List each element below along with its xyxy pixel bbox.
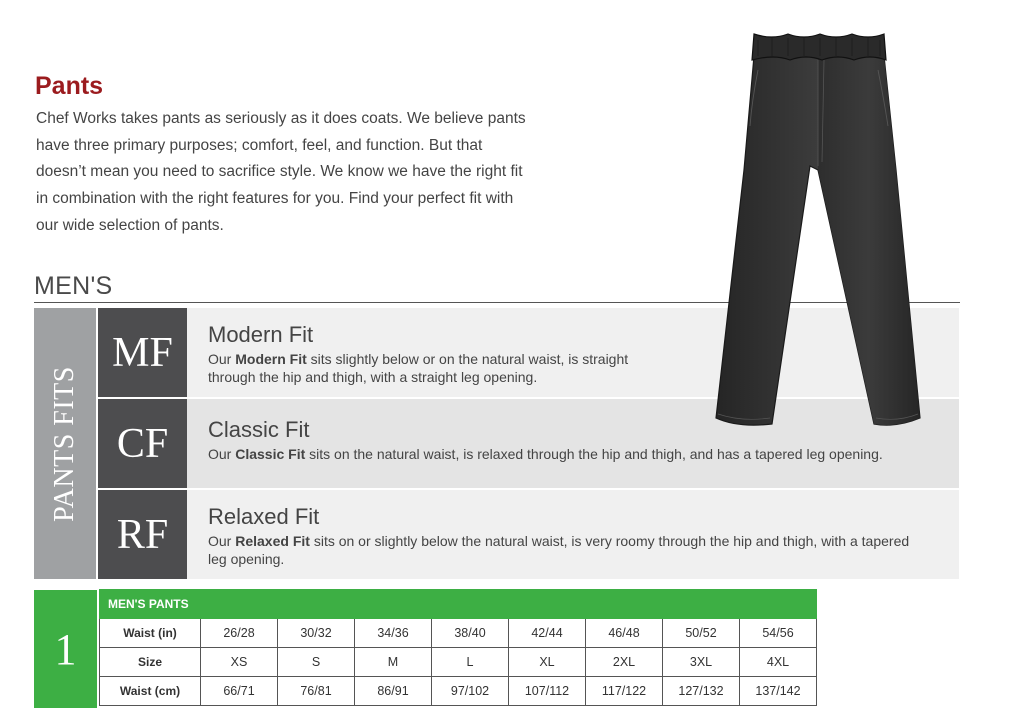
fit-description: Our Classic Fit sits on the natural waist, is relaxed through the hip and thigh, and has a tapered leg opening. bbox=[208, 446, 883, 462]
size-chart-number: 1 bbox=[34, 590, 97, 708]
table-cell: 66/71 bbox=[201, 677, 278, 706]
table-cell: 86/91 bbox=[355, 677, 432, 706]
table-cell: 50/52 bbox=[663, 619, 740, 648]
table-cell: 54/56 bbox=[740, 619, 817, 648]
table-cell: 42/44 bbox=[509, 619, 586, 648]
table-cell: 117/122 bbox=[586, 677, 663, 706]
fit-row-relaxed bbox=[98, 490, 959, 579]
fit-name: Modern Fit bbox=[208, 322, 314, 347]
table-cell: 4XL bbox=[740, 648, 817, 677]
table-cell: L bbox=[432, 648, 509, 677]
fit-description: Our Modern Fit sits slightly below or on the natural waist, is straight through the hip and thigh, with a straight leg opening. bbox=[208, 351, 629, 385]
fit-code-badge: CF bbox=[98, 399, 187, 488]
size-chart-heading: MEN'S PANTS bbox=[100, 590, 817, 619]
intro-paragraph: Chef Works takes pants as seriously as it does coats. We believe pants have three primary purposes; comfort, feel, and function. But that doesn’t mean you need to sacrifice style. We know we have the right fit in combination with the right features for you. Find your perfect fit with our wide selection of pants. bbox=[36, 110, 526, 234]
table-cell: S bbox=[278, 648, 355, 677]
fit-code-badge: MF bbox=[98, 308, 187, 397]
table-cell: 26/28 bbox=[201, 619, 278, 648]
pants-fits-label-block bbox=[34, 308, 96, 579]
row-label: Waist (cm) bbox=[100, 677, 201, 706]
table-row bbox=[100, 677, 817, 706]
table-cell: XS bbox=[201, 648, 278, 677]
fit-description: Our Relaxed Fit sits on or slightly below the natural waist, is very roomy through the hip and thigh, with a tapered leg opening. bbox=[208, 533, 910, 567]
table-cell: XL bbox=[509, 648, 586, 677]
fit-name: Relaxed Fit bbox=[208, 504, 320, 529]
row-label: Waist (in) bbox=[100, 619, 201, 648]
table-cell: 30/32 bbox=[278, 619, 355, 648]
table-cell: 137/142 bbox=[740, 677, 817, 706]
table-cell: 97/102 bbox=[432, 677, 509, 706]
fit-name: Classic Fit bbox=[208, 417, 310, 442]
size-chart-table bbox=[99, 589, 817, 706]
table-cell: 3XL bbox=[663, 648, 740, 677]
section-heading: MEN'S bbox=[34, 272, 113, 300]
pants-image bbox=[712, 30, 924, 430]
table-cell: 107/112 bbox=[509, 677, 586, 706]
table-cell: 46/48 bbox=[586, 619, 663, 648]
table-cell: 38/40 bbox=[432, 619, 509, 648]
table-cell: 2XL bbox=[586, 648, 663, 677]
table-cell: 127/132 bbox=[663, 677, 740, 706]
table-cell: M bbox=[355, 648, 432, 677]
table-cell: 34/36 bbox=[355, 619, 432, 648]
table-row bbox=[100, 648, 817, 677]
pants-fits-label: PANTS FITS bbox=[49, 365, 80, 522]
table-cell: 76/81 bbox=[278, 677, 355, 706]
fit-code-badge: RF bbox=[98, 490, 187, 579]
row-label: Size bbox=[100, 648, 201, 677]
table-row bbox=[100, 619, 817, 648]
page-title: Pants bbox=[35, 72, 104, 100]
